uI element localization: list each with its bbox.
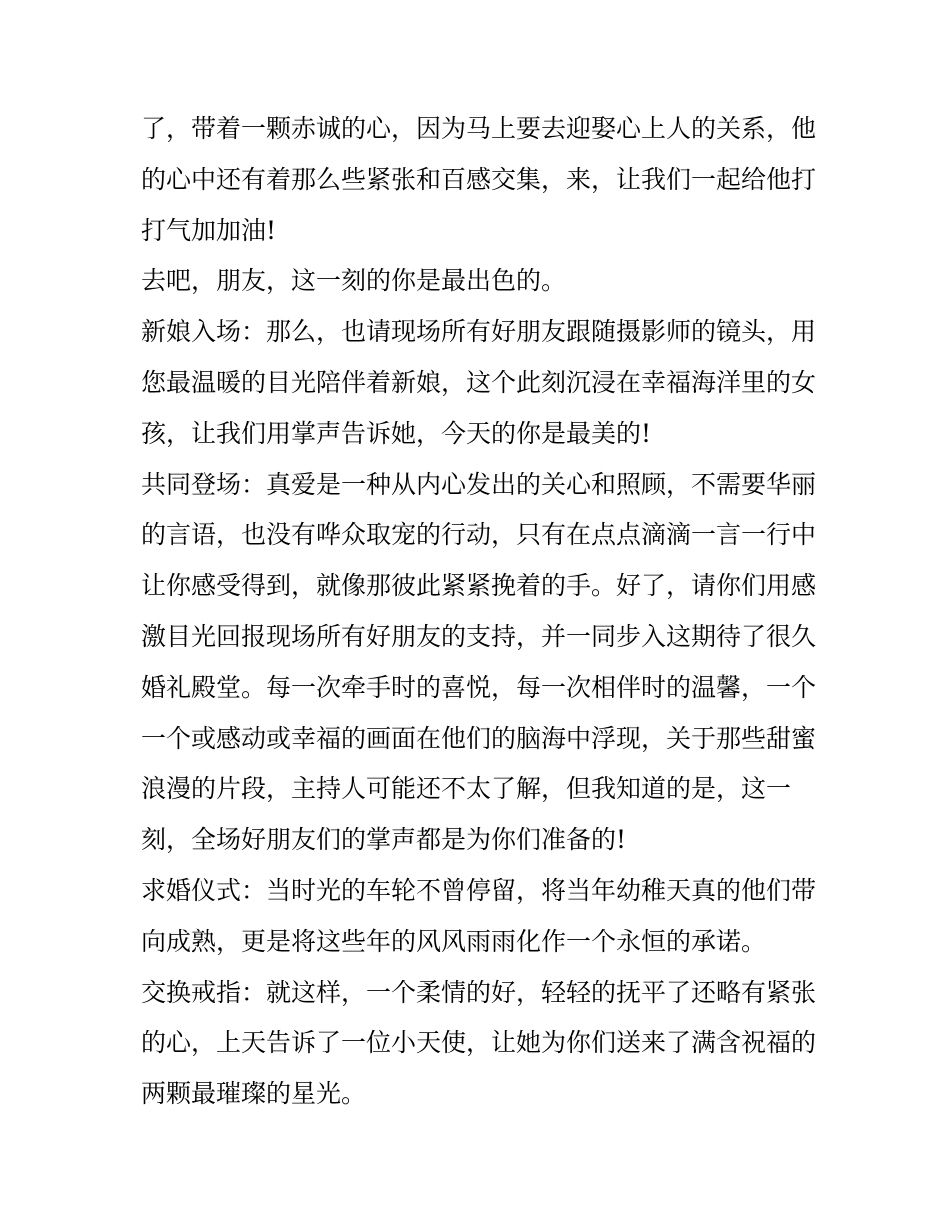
document-body — [141, 104, 821, 1120]
text-line: 一个或感动或幸福的画面在他们的脑海中浮现，关于那些甜蜜 — [141, 723, 817, 753]
text-line: 激目光回报现场所有好朋友的支持，并一同步入这期待了很久 — [141, 621, 817, 651]
text-line: 的心，上天告诉了一位小天使，让她为你们送来了满含祝福的 — [141, 1028, 817, 1058]
text-line: 让你感受得到，就像那彼此紧紧挽着的手。好了，请你们用感 — [141, 571, 817, 601]
text-line: 共同登场：真爱是一种从内心发出的关心和照顾，不需要华丽 — [141, 469, 817, 499]
text-line: 了，带着一颗赤诚的心，因为马上要去迎娶心上人的关系，他 — [141, 114, 817, 143]
text-line: 新娘入场：那么，也请现场所有好朋友跟随摄影师的镜头，用 — [141, 317, 817, 347]
text-line: 去吧，朋友，这一刻的你是最出色的。 — [141, 266, 567, 296]
text-line: 浪漫的片段，主持人可能还不太了解，但我知道的是，这一 — [141, 774, 792, 804]
text-line: 的心中还有着那么些紧张和百感交集，来，让我们一起给他打 — [141, 164, 817, 194]
text-line: 两颗最璀璨的星光。 — [141, 1079, 367, 1109]
text-line: 向成熟，更是将这些年的风风雨雨化作一个永恒的承诺。 — [141, 926, 767, 956]
text-line: 打气加加油! — [141, 215, 277, 245]
text-line: 的言语，也没有哗众取宠的行动，只有在点点滴滴一言一行中 — [141, 520, 817, 550]
text-line: 交换戒指：就这样，一个柔情的好，轻轻的抚平了还略有紧张 — [141, 977, 817, 1007]
text-line: 求婚仪式：当时光的车轮不曾停留，将当年幼稚天真的他们带 — [141, 875, 817, 905]
text-line: 婚礼殿堂。每一次牵手时的喜悦，每一次相伴时的温馨，一个 — [141, 672, 817, 702]
text-line: 孩，让我们用掌声告诉她，今天的你是最美的! — [141, 418, 652, 448]
text-line: 刻，全场好朋友们的掌声都是为你们准备的! — [141, 825, 627, 855]
text-line: 您最温暖的目光陪伴着新娘，这个此刻沉浸在幸福海洋里的女 — [141, 367, 817, 397]
